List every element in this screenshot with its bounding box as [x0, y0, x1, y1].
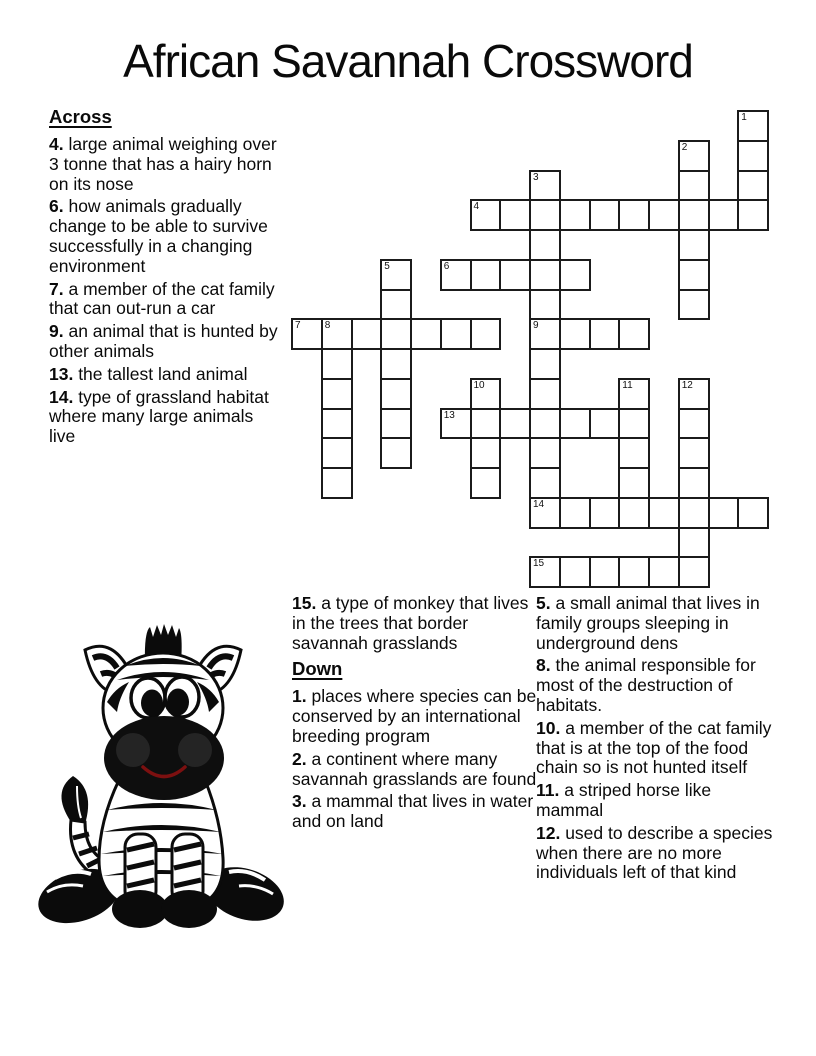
crossword-cell[interactable] — [559, 408, 591, 440]
crossword-cell[interactable] — [440, 259, 472, 291]
cell-number: 15 — [533, 558, 545, 570]
cell-number: 9 — [533, 320, 539, 332]
clue-number: 9. — [49, 321, 64, 342]
crossword-cell[interactable] — [529, 170, 561, 202]
right-clues-column — [536, 594, 776, 886]
down-heading: Down — [292, 658, 343, 680]
crossword-cell[interactable] — [470, 259, 502, 291]
crossword-cell[interactable] — [559, 556, 591, 588]
crossword-cell[interactable] — [529, 289, 561, 321]
cell-number: 3 — [533, 171, 539, 183]
crossword-cell[interactable] — [618, 497, 650, 529]
clue-12: 12. used to describe a species when there are no more individuals left of that kind — [536, 822, 773, 883]
cell-number: 12 — [681, 379, 693, 391]
crossword-cell[interactable] — [529, 556, 561, 588]
crossword-cell[interactable] — [618, 378, 650, 410]
crossword-cell[interactable] — [678, 378, 710, 410]
crossword-cell[interactable] — [737, 140, 769, 172]
cell-number: 11 — [622, 379, 633, 391]
crossword-cell[interactable] — [499, 199, 531, 231]
cell-number: 2 — [681, 141, 688, 153]
crossword-cell[interactable] — [678, 289, 710, 321]
crossword-cell[interactable] — [321, 437, 353, 469]
across-heading: Across — [49, 106, 112, 127]
crossword-cell[interactable] — [618, 556, 650, 588]
crossword-cell[interactable] — [618, 467, 650, 499]
crossword-cell[interactable] — [529, 348, 561, 380]
crossword-cell[interactable] — [737, 110, 769, 142]
clue-number: 6. — [49, 196, 64, 217]
crossword-cell[interactable] — [380, 378, 412, 410]
crossword-cell[interactable] — [440, 318, 472, 350]
crossword-cell[interactable] — [380, 408, 412, 440]
crossword-cell[interactable] — [291, 318, 323, 350]
crossword-cell[interactable] — [440, 408, 472, 440]
crossword-cell[interactable] — [678, 408, 710, 440]
across-clue-list-continued — [292, 594, 537, 653]
crossword-cell[interactable] — [351, 318, 383, 350]
crossword-cell[interactable] — [737, 170, 769, 202]
crossword-cell[interactable] — [470, 318, 502, 350]
crossword-cell[interactable] — [470, 467, 502, 499]
crossword-cell[interactable] — [321, 408, 353, 440]
clue-10: 10. a member of the cat family that is at the top of the food chain so is not hunted itself — [536, 717, 772, 778]
crossword-cell[interactable] — [678, 527, 710, 559]
cell-number: 14 — [533, 498, 545, 510]
crossword-cell[interactable] — [529, 259, 561, 291]
crossword-cell[interactable] — [648, 199, 680, 231]
cell-number: 13 — [443, 409, 455, 421]
crossword-cell[interactable] — [559, 259, 591, 291]
crossword-cell[interactable] — [529, 408, 561, 440]
crossword-cell[interactable] — [678, 437, 710, 469]
clue-number: 3. — [292, 791, 307, 812]
clue-3: 3. a mammal that lives in water and on land — [292, 791, 534, 832]
cell-number: 7 — [295, 320, 301, 332]
crossword-cell[interactable] — [380, 318, 412, 350]
clue-15: 15. a type of monkey that lives in the trees that border savannah grasslands — [292, 593, 529, 653]
crossword-cell[interactable] — [678, 497, 710, 529]
crossword-cell[interactable] — [529, 229, 561, 261]
crossword-cell[interactable] — [737, 199, 769, 231]
crossword-cell[interactable] — [618, 199, 650, 231]
crossword-cell[interactable] — [499, 259, 531, 291]
crossword-cell[interactable] — [648, 497, 680, 529]
cell-number: 10 — [473, 379, 485, 391]
crossword-cell[interactable] — [559, 497, 591, 529]
crossword-cell[interactable] — [529, 497, 561, 529]
crossword-cell[interactable] — [678, 170, 710, 202]
crossword-cell[interactable] — [589, 408, 621, 440]
crossword-cell[interactable] — [708, 199, 740, 231]
clue-7: 7. a member of the cat family that can out-run a car — [49, 278, 275, 319]
crossword-cell[interactable] — [589, 318, 621, 350]
crossword-cell[interactable] — [529, 199, 561, 231]
crossword-cell[interactable] — [678, 467, 710, 499]
clue-number: 11. — [536, 780, 560, 801]
crossword-cell[interactable] — [470, 199, 502, 231]
crossword-cell[interactable] — [529, 437, 561, 469]
crossword-cell[interactable] — [529, 318, 561, 350]
crossword-cell[interactable] — [708, 497, 740, 529]
down-clue-list-continued — [536, 594, 776, 883]
crossword-cell[interactable] — [470, 378, 502, 410]
crossword-cell[interactable] — [618, 318, 650, 350]
crossword-cell[interactable] — [470, 408, 502, 440]
crossword-cell[interactable] — [648, 556, 680, 588]
crossword-cell[interactable] — [321, 318, 353, 350]
cell-number: 8 — [324, 320, 331, 332]
clue-6: 6. how animals gradually change to be able to survive successfully in a changing environment — [49, 196, 268, 276]
crossword-cell[interactable] — [380, 289, 412, 321]
crossword-cell[interactable] — [529, 378, 561, 410]
clue-number: 8. — [536, 655, 551, 676]
zebra-muzzle — [104, 716, 224, 800]
crossword-cell[interactable] — [559, 318, 591, 350]
crossword-cell[interactable] — [410, 318, 442, 350]
clue-8: 8. the animal responsible for most of the destruction of habitats. — [536, 655, 756, 715]
crossword-cell[interactable] — [737, 497, 769, 529]
clue-13: 13. the tallest land animal — [49, 363, 248, 384]
crossword-cell[interactable] — [499, 408, 531, 440]
clue-number: 1. — [292, 686, 307, 707]
clue-number: 4. — [49, 134, 64, 154]
crossword-cell[interactable] — [678, 259, 710, 291]
zebra-illustration — [33, 610, 285, 944]
page-title: African Savannah Crossword — [123, 35, 693, 87]
clue-2: 2. a continent where many savannah grasslands are found — [292, 748, 537, 789]
crossword-cell[interactable] — [380, 437, 412, 469]
crossword-cell[interactable] — [529, 467, 561, 499]
clue-1: 1. places where species can be conserved by an international breeding program — [292, 686, 537, 746]
down-clue-list — [292, 687, 537, 832]
cell-number: 5 — [384, 260, 390, 272]
clue-11: 11. a striped horse like mammal — [536, 780, 712, 820]
clue-number: 7. — [49, 278, 64, 299]
crossword-cell[interactable] — [380, 259, 412, 291]
clue-number: 10. — [536, 717, 561, 738]
crossword-cell[interactable] — [321, 348, 353, 380]
crossword-cell[interactable] — [321, 378, 353, 410]
clue-number: 13. — [49, 363, 74, 384]
crossword-cell[interactable] — [678, 140, 710, 172]
clue-number: 14. — [49, 386, 74, 407]
crossword-cell[interactable] — [589, 497, 621, 529]
crossword-cell[interactable] — [559, 199, 591, 231]
clue-14: 14. type of grassland habitat where many large animals live — [49, 386, 269, 447]
crossword-cell[interactable] — [618, 408, 650, 440]
cell-number: 4 — [473, 201, 480, 213]
crossword-cell[interactable] — [589, 199, 621, 231]
cell-number: 6 — [443, 260, 450, 272]
clue-number: 5. — [536, 593, 551, 613]
crossword-cell[interactable] — [380, 348, 412, 380]
clue-number: 12. — [536, 822, 561, 843]
crossword-cell[interactable] — [618, 437, 650, 469]
crossword-cell[interactable] — [678, 556, 710, 588]
crossword-cell[interactable] — [678, 229, 710, 261]
clue-5: 5. a small animal that lives in family groups sleeping in underground dens — [536, 593, 760, 653]
cell-number: 1 — [741, 112, 747, 123]
clue-number: 2. — [292, 748, 307, 769]
clue-4: 4. large animal weighing over 3 tonne that has a hairy horn on its nose — [49, 134, 277, 194]
crossword-cell[interactable] — [589, 556, 621, 588]
clue-9: 9. an animal that is hunted by other animals — [49, 321, 278, 361]
middle-clues-column — [292, 594, 537, 835]
crossword-cell[interactable] — [470, 437, 502, 469]
crossword-cell[interactable] — [678, 199, 710, 231]
clue-number: 15. — [292, 593, 317, 613]
crossword-cell[interactable] — [321, 467, 353, 499]
